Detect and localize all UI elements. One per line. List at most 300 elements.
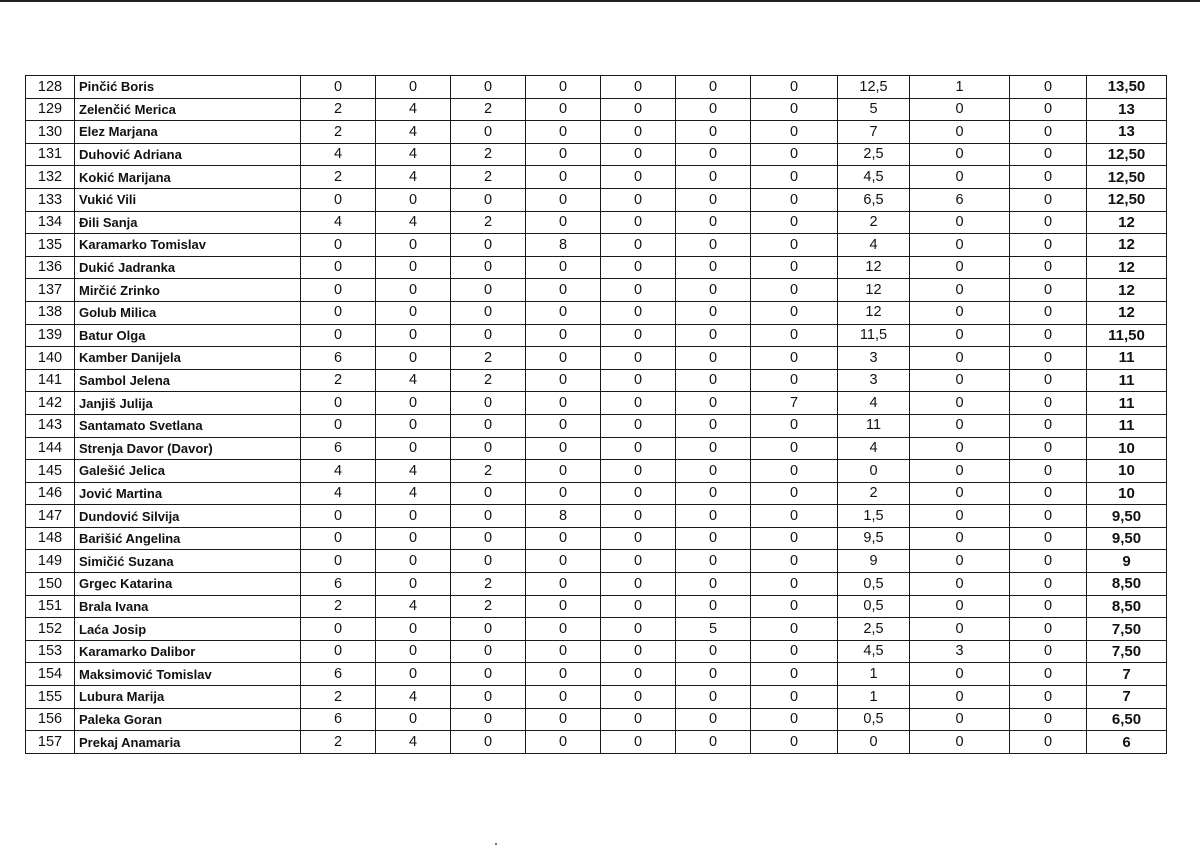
score-cell: 8 [526, 234, 601, 257]
score-cell: 2 [301, 166, 376, 189]
score-cell: 2 [451, 460, 526, 483]
rank-cell: 137 [26, 279, 75, 302]
score-cell: 4 [376, 166, 451, 189]
score-cell: 0 [451, 505, 526, 528]
score-cell: 0 [676, 279, 751, 302]
score-cell: 0 [1010, 618, 1087, 641]
score-cell: 0 [301, 414, 376, 437]
score-cell: 0 [751, 301, 838, 324]
score-cell: 0 [676, 505, 751, 528]
score-cell: 0 [1010, 686, 1087, 709]
table-row [26, 482, 1167, 505]
score-cell: 0 [676, 166, 751, 189]
score-cell: 0 [376, 527, 451, 550]
name-cell: Duhović Adriana [75, 143, 301, 166]
score-cell: 0 [376, 663, 451, 686]
score-cell: 0 [376, 550, 451, 573]
score-cell: 0 [751, 279, 838, 302]
score-cell: 0 [1010, 369, 1087, 392]
score-cell: 0 [751, 324, 838, 347]
name-cell: Sambol Jelena [75, 369, 301, 392]
score-cell: 0 [601, 98, 676, 121]
score-cell: 0 [526, 347, 601, 370]
score-cell: 0 [910, 98, 1010, 121]
score-cell: 6 [301, 708, 376, 731]
score-cell: 0 [1010, 527, 1087, 550]
score-cell: 0 [526, 640, 601, 663]
score-cell: 0 [751, 595, 838, 618]
score-cell: 0 [376, 618, 451, 641]
score-cell: 0 [751, 414, 838, 437]
name-cell: Kamber Danijela [75, 347, 301, 370]
score-cell: 0 [526, 618, 601, 641]
scan-speck [495, 843, 497, 845]
table-row [26, 347, 1167, 370]
score-cell: 4 [301, 143, 376, 166]
score-cell: 0 [376, 324, 451, 347]
total-cell: 13 [1087, 98, 1167, 121]
score-cell: 0 [751, 188, 838, 211]
score-cell: 0 [910, 505, 1010, 528]
score-cell: 0 [910, 708, 1010, 731]
score-cell: 0 [451, 234, 526, 257]
score-cell: 0 [1010, 663, 1087, 686]
score-cell: 0 [1010, 166, 1087, 189]
score-cell: 0 [526, 369, 601, 392]
score-cell: 0 [601, 279, 676, 302]
score-cell: 0 [751, 98, 838, 121]
score-cell: 0 [676, 256, 751, 279]
score-cell: 0 [676, 211, 751, 234]
score-cell: 0 [910, 573, 1010, 596]
score-cell: 4 [376, 211, 451, 234]
score-cell: 0 [526, 482, 601, 505]
name-cell: Dundović Silvija [75, 505, 301, 528]
score-cell: 0 [676, 708, 751, 731]
score-cell: 0 [676, 573, 751, 596]
score-cell: 0 [910, 392, 1010, 415]
rank-cell: 139 [26, 324, 75, 347]
score-cell: 0 [910, 347, 1010, 370]
total-cell: 10 [1087, 460, 1167, 483]
score-cell: 6 [301, 573, 376, 596]
score-cell: 0 [601, 211, 676, 234]
score-cell: 0 [451, 324, 526, 347]
score-cell: 0 [1010, 301, 1087, 324]
score-cell: 0 [1010, 279, 1087, 302]
total-cell: 9,50 [1087, 527, 1167, 550]
rank-cell: 147 [26, 505, 75, 528]
score-cell: 0 [910, 437, 1010, 460]
score-cell: 0 [910, 369, 1010, 392]
score-cell: 4 [301, 211, 376, 234]
score-cell: 0 [751, 211, 838, 234]
score-cell: 0 [676, 324, 751, 347]
score-cell: 3 [910, 640, 1010, 663]
score-cell: 8 [526, 505, 601, 528]
score-cell: 0 [751, 234, 838, 257]
name-cell: Elez Marjana [75, 121, 301, 144]
score-cell: 0 [451, 618, 526, 641]
score-cell: 0 [676, 188, 751, 211]
score-cell: 0 [526, 550, 601, 573]
score-cell: 0 [601, 76, 676, 99]
name-cell: Mirčić Zrinko [75, 279, 301, 302]
table-row [26, 279, 1167, 302]
score-cell: 0 [301, 234, 376, 257]
rank-cell: 153 [26, 640, 75, 663]
score-cell: 0 [751, 686, 838, 709]
score-cell: 0 [601, 731, 676, 754]
rank-cell: 145 [26, 460, 75, 483]
score-cell: 4,5 [838, 640, 910, 663]
rank-cell: 136 [26, 256, 75, 279]
score-cell: 0 [526, 437, 601, 460]
score-cell: 0 [751, 482, 838, 505]
score-cell: 6 [301, 347, 376, 370]
score-cell: 7 [838, 121, 910, 144]
score-cell: 0 [676, 663, 751, 686]
score-cell: 2,5 [838, 618, 910, 641]
score-cell: 0 [601, 663, 676, 686]
table-row [26, 414, 1167, 437]
score-cell: 0 [676, 640, 751, 663]
score-cell: 0 [526, 527, 601, 550]
score-cell: 0 [910, 482, 1010, 505]
name-cell: Simičić Suzana [75, 550, 301, 573]
score-cell: 2 [451, 595, 526, 618]
total-cell: 13,50 [1087, 76, 1167, 99]
score-cell: 0 [601, 324, 676, 347]
score-cell: 12 [838, 301, 910, 324]
score-cell: 0 [526, 143, 601, 166]
score-cell: 0 [526, 256, 601, 279]
score-cell: 0 [301, 392, 376, 415]
score-cell: 0 [910, 143, 1010, 166]
score-cell: 2 [451, 369, 526, 392]
name-cell: Kokić Marijana [75, 166, 301, 189]
score-cell: 0 [601, 234, 676, 257]
score-cell: 0 [451, 121, 526, 144]
name-cell: Santamato Svetlana [75, 414, 301, 437]
score-cell: 0 [751, 369, 838, 392]
score-cell: 0 [451, 640, 526, 663]
score-cell: 0 [526, 708, 601, 731]
score-cell: 0 [601, 166, 676, 189]
score-cell: 0 [376, 188, 451, 211]
name-cell: Prekaj Anamaria [75, 731, 301, 754]
table-row [26, 188, 1167, 211]
score-cell: 0 [451, 708, 526, 731]
score-cell: 0 [751, 550, 838, 573]
score-cell: 0 [526, 211, 601, 234]
score-cell: 2 [301, 98, 376, 121]
score-cell: 0 [601, 595, 676, 618]
score-cell: 0 [526, 460, 601, 483]
score-cell: 0 [1010, 437, 1087, 460]
rank-cell: 156 [26, 708, 75, 731]
score-cell: 0 [451, 392, 526, 415]
score-cell: 2 [451, 166, 526, 189]
table-row [26, 76, 1167, 99]
score-cell: 4 [376, 98, 451, 121]
score-cell: 0 [301, 301, 376, 324]
score-cell: 12 [838, 256, 910, 279]
score-cell: 0 [601, 392, 676, 415]
score-cell: 0 [751, 121, 838, 144]
total-cell: 12 [1087, 279, 1167, 302]
score-cell: 0 [910, 211, 1010, 234]
score-cell: 0 [910, 686, 1010, 709]
score-cell: 0 [601, 347, 676, 370]
score-cell: 2 [301, 686, 376, 709]
score-cell: 0 [751, 347, 838, 370]
score-cell: 0 [526, 279, 601, 302]
rank-cell: 134 [26, 211, 75, 234]
score-cell: 0 [301, 618, 376, 641]
score-cell: 0 [376, 347, 451, 370]
score-cell: 3 [838, 347, 910, 370]
score-cell: 0 [526, 573, 601, 596]
score-cell: 1 [910, 76, 1010, 99]
name-cell: Grgec Katarina [75, 573, 301, 596]
name-cell: Đili Sanja [75, 211, 301, 234]
score-cell: 0 [301, 76, 376, 99]
score-cell: 0 [376, 301, 451, 324]
rank-cell: 155 [26, 686, 75, 709]
score-cell: 0 [376, 392, 451, 415]
score-cell: 4 [301, 482, 376, 505]
score-cell: 0 [451, 256, 526, 279]
score-cell: 0 [451, 663, 526, 686]
score-cell: 0,5 [838, 708, 910, 731]
score-cell: 0 [676, 76, 751, 99]
total-cell: 6 [1087, 731, 1167, 754]
score-cell: 0 [376, 279, 451, 302]
score-cell: 0 [526, 595, 601, 618]
score-cell: 0 [376, 234, 451, 257]
rank-cell: 149 [26, 550, 75, 573]
score-cell: 0 [601, 414, 676, 437]
score-cell: 0 [301, 188, 376, 211]
score-cell: 0 [301, 527, 376, 550]
total-cell: 8,50 [1087, 595, 1167, 618]
total-cell: 6,50 [1087, 708, 1167, 731]
score-cell: 0 [1010, 324, 1087, 347]
score-cell: 0 [376, 573, 451, 596]
score-cell: 0 [751, 460, 838, 483]
name-cell: Golub Milica [75, 301, 301, 324]
score-cell: 0 [601, 505, 676, 528]
score-cell: 0 [676, 437, 751, 460]
score-cell: 0 [526, 663, 601, 686]
score-cell: 0 [301, 640, 376, 663]
score-cell: 0 [838, 460, 910, 483]
name-cell: Zelenčić Merica [75, 98, 301, 121]
score-cell: 0 [751, 76, 838, 99]
table-row [26, 686, 1167, 709]
score-cell: 0 [451, 437, 526, 460]
score-cell: 0 [751, 256, 838, 279]
score-cell: 0 [676, 595, 751, 618]
score-cell: 0,5 [838, 573, 910, 596]
score-cell: 2 [838, 211, 910, 234]
score-cell: 0 [451, 731, 526, 754]
score-cell: 0 [451, 279, 526, 302]
table-row [26, 234, 1167, 257]
score-cell: 2,5 [838, 143, 910, 166]
table-row [26, 550, 1167, 573]
score-cell: 0 [751, 731, 838, 754]
score-cell: 0 [676, 121, 751, 144]
table-row [26, 301, 1167, 324]
score-cell: 1 [838, 663, 910, 686]
score-cell: 0 [751, 708, 838, 731]
score-cell: 0 [601, 618, 676, 641]
score-cell: 0 [910, 256, 1010, 279]
total-cell: 12 [1087, 256, 1167, 279]
score-cell: 0 [601, 686, 676, 709]
score-cell: 0 [601, 301, 676, 324]
table-row [26, 573, 1167, 596]
score-cell: 0 [526, 324, 601, 347]
score-cell: 1 [838, 686, 910, 709]
score-cell: 2 [838, 482, 910, 505]
score-cell: 0 [1010, 505, 1087, 528]
score-cell: 11 [838, 414, 910, 437]
score-cell: 0 [910, 166, 1010, 189]
rank-cell: 135 [26, 234, 75, 257]
name-cell: Brala Ivana [75, 595, 301, 618]
total-cell: 12 [1087, 234, 1167, 257]
score-cell: 0 [676, 369, 751, 392]
score-cell: 0 [451, 550, 526, 573]
score-cell: 0 [910, 618, 1010, 641]
total-cell: 7,50 [1087, 640, 1167, 663]
score-cell: 0 [601, 460, 676, 483]
score-cell: 7 [751, 392, 838, 415]
total-cell: 7,50 [1087, 618, 1167, 641]
table-body [26, 76, 1167, 754]
score-cell: 0 [601, 121, 676, 144]
score-cell: 0 [1010, 731, 1087, 754]
score-cell: 0 [526, 166, 601, 189]
score-cell: 0 [1010, 573, 1087, 596]
total-cell: 11,50 [1087, 324, 1167, 347]
name-cell: Galešić Jelica [75, 460, 301, 483]
rank-cell: 142 [26, 392, 75, 415]
score-cell: 0 [676, 460, 751, 483]
score-cell: 0 [1010, 211, 1087, 234]
rank-cell: 143 [26, 414, 75, 437]
score-cell: 0 [451, 527, 526, 550]
score-cell: 0 [376, 505, 451, 528]
table-row [26, 595, 1167, 618]
total-cell: 12 [1087, 301, 1167, 324]
score-cell: 2 [451, 143, 526, 166]
score-cell: 12,5 [838, 76, 910, 99]
score-cell: 0 [751, 618, 838, 641]
score-cell: 0 [838, 731, 910, 754]
score-cell: 0 [376, 640, 451, 663]
score-cell: 0 [301, 324, 376, 347]
score-cell: 0 [751, 166, 838, 189]
score-cell: 4,5 [838, 166, 910, 189]
score-cell: 0 [526, 188, 601, 211]
score-cell: 0 [301, 279, 376, 302]
rank-cell: 154 [26, 663, 75, 686]
total-cell: 12,50 [1087, 188, 1167, 211]
rank-cell: 148 [26, 527, 75, 550]
score-cell: 0 [910, 663, 1010, 686]
table-row [26, 708, 1167, 731]
total-cell: 7 [1087, 663, 1167, 686]
score-cell: 0 [601, 550, 676, 573]
score-cell: 0 [601, 573, 676, 596]
score-cell: 0 [451, 188, 526, 211]
score-cell: 4 [376, 686, 451, 709]
score-cell: 0 [676, 143, 751, 166]
score-cell: 2 [451, 347, 526, 370]
rank-cell: 133 [26, 188, 75, 211]
rank-cell: 151 [26, 595, 75, 618]
score-cell: 0 [301, 505, 376, 528]
total-cell: 8,50 [1087, 573, 1167, 596]
score-cell: 0 [601, 708, 676, 731]
table-row [26, 618, 1167, 641]
score-cell: 0 [1010, 143, 1087, 166]
score-cell: 0 [526, 98, 601, 121]
score-cell: 0 [1010, 414, 1087, 437]
table-row [26, 369, 1167, 392]
score-cell: 0 [376, 76, 451, 99]
table-row [26, 437, 1167, 460]
table-row [26, 211, 1167, 234]
score-cell: 0 [1010, 188, 1087, 211]
name-cell: Maksimović Tomislav [75, 663, 301, 686]
score-cell: 0 [676, 414, 751, 437]
score-cell: 0 [376, 256, 451, 279]
score-cell: 0 [751, 505, 838, 528]
score-cell: 0 [526, 731, 601, 754]
score-table [25, 75, 1167, 754]
score-cell: 0 [601, 143, 676, 166]
total-cell: 11 [1087, 392, 1167, 415]
score-cell: 0 [751, 663, 838, 686]
score-cell: 0 [751, 527, 838, 550]
score-cell: 2 [301, 369, 376, 392]
total-cell: 10 [1087, 437, 1167, 460]
score-cell: 0 [751, 437, 838, 460]
score-cell: 0 [601, 527, 676, 550]
table-row [26, 392, 1167, 415]
score-cell: 0 [1010, 121, 1087, 144]
table-row [26, 143, 1167, 166]
table-row [26, 256, 1167, 279]
score-cell: 0 [1010, 482, 1087, 505]
score-cell: 0 [451, 76, 526, 99]
rank-cell: 130 [26, 121, 75, 144]
score-cell: 0 [910, 731, 1010, 754]
table-row [26, 98, 1167, 121]
score-cell: 0 [526, 686, 601, 709]
score-cell: 0,5 [838, 595, 910, 618]
score-cell: 1,5 [838, 505, 910, 528]
score-cell: 0 [301, 550, 376, 573]
table-row [26, 121, 1167, 144]
score-cell: 6 [910, 188, 1010, 211]
score-cell: 0 [910, 460, 1010, 483]
